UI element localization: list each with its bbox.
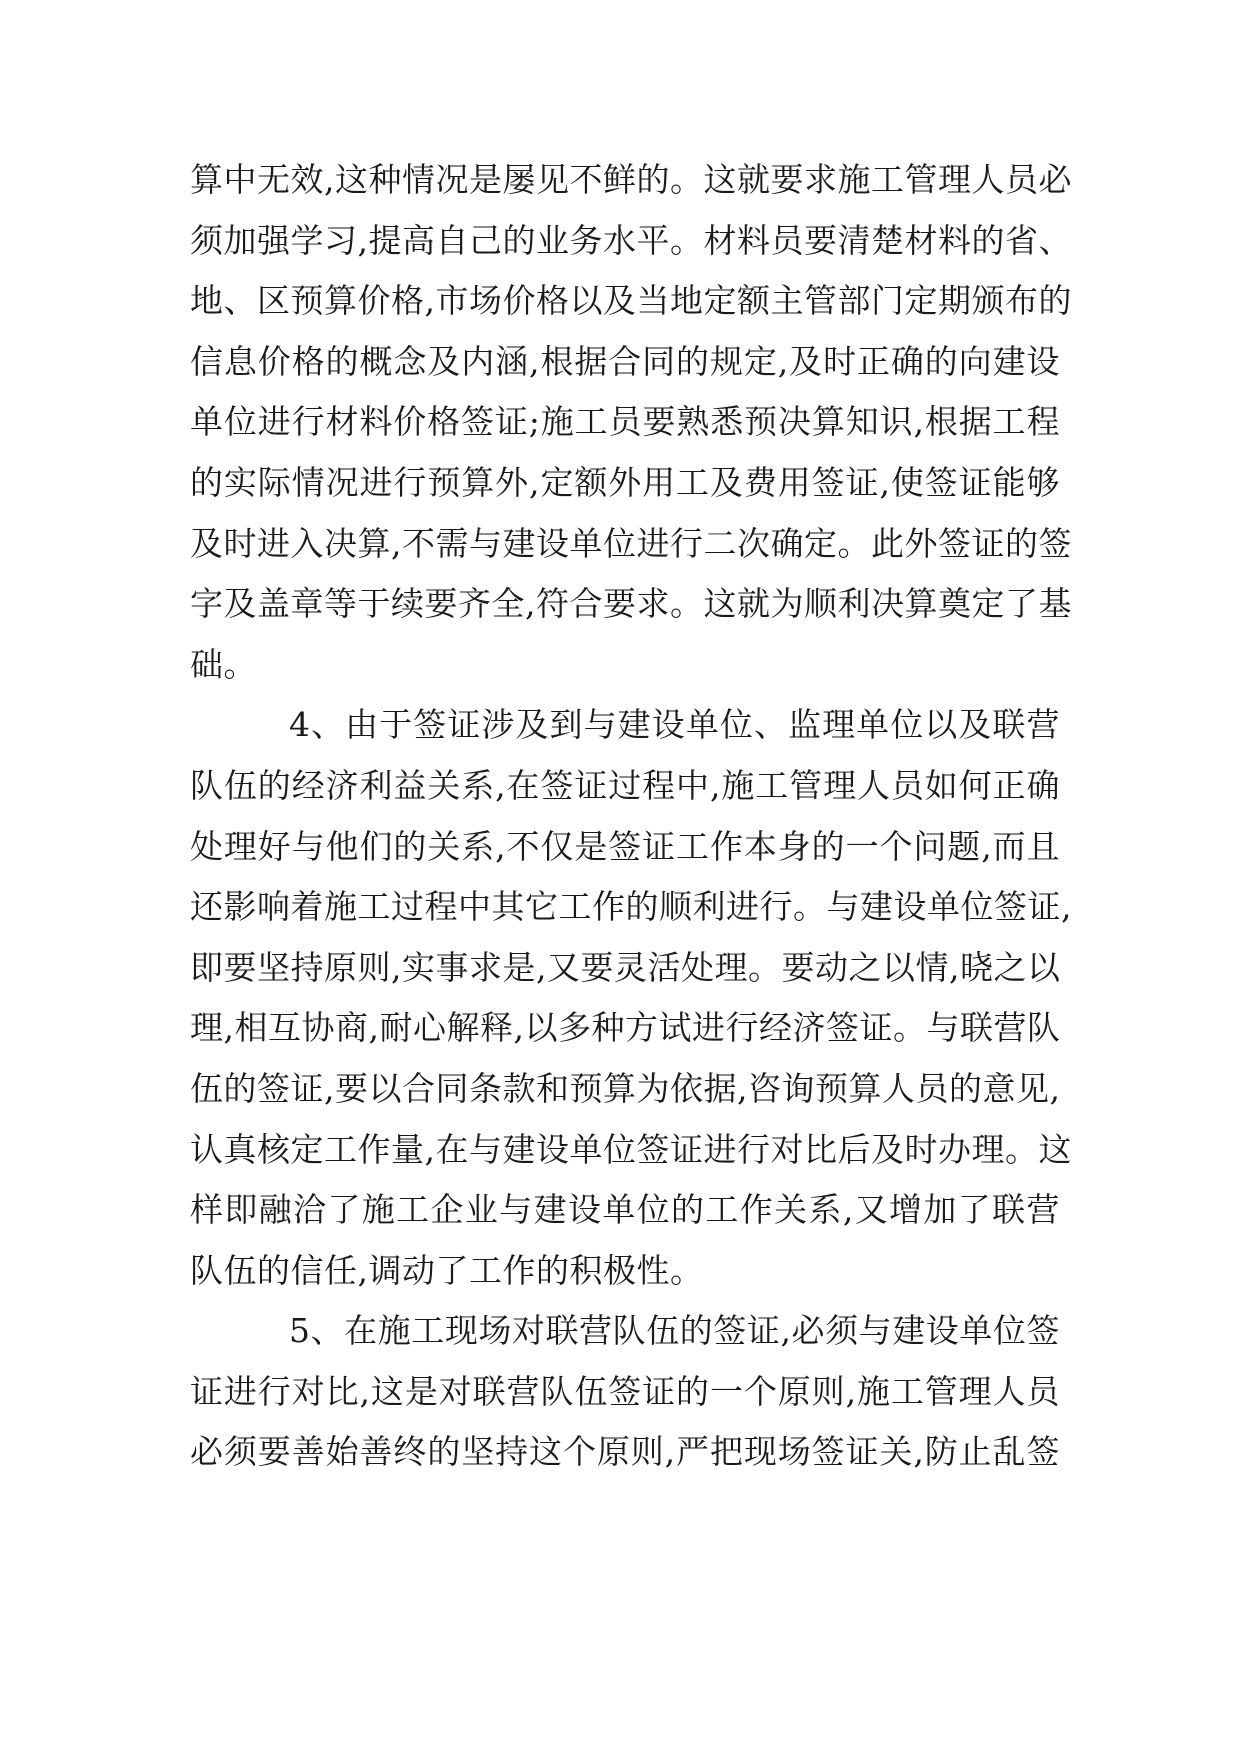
text-line: 算中无效,这种情况是屡见不鲜的。这就要求施工管理人员必 xyxy=(190,160,1072,199)
text-line: 及时进入决算,不需与建设单位进行二次确定。此外签证的签 xyxy=(190,523,1072,563)
body-text xyxy=(190,150,1072,1483)
text-line: 信息价格的概念及内涵,根据合同的规定,及时正确的向建设 xyxy=(190,341,1060,381)
text-line: 须加强学习,提高自己的业务水平。材料员要清楚材料的省、 xyxy=(190,220,1072,260)
text-line: 单位进行材料价格签证;施工员要熟悉预决算知识,根据工程 xyxy=(190,402,1060,442)
text-line: 处理好与他们的关系,不仅是签证工作本身的一个问题,而且 xyxy=(190,826,1060,866)
text-line: 认真核定工作量,在与建设单位签证进行对比后及时办理。这 xyxy=(190,1129,1072,1169)
text-line: 理,相互协商,耐心解释,以多种方试进行经济签证。与联营队 xyxy=(190,1008,1061,1048)
text-line: 字及盖章等于续要齐全,符合要求。这就为顺利决算奠定了基 xyxy=(190,584,1072,624)
text-line: 必须要善始善终的坚持这个原则,严把现场签证关,防止乱签 xyxy=(190,1432,1060,1472)
text-line: 证进行对比,这是对联营队伍签证的一个原则,施工管理人员 xyxy=(190,1371,1060,1411)
text-line: 地、区预算价格,市场价格以及当地定额主管部门定期颁布的 xyxy=(190,281,1072,321)
text-line: 4、由于签证涉及到与建设单位、监理单位以及联营 xyxy=(289,705,1060,745)
text-line: 础。 xyxy=(190,644,257,684)
text-line: 即要坚持原则,实事求是,又要灵活处理。要动之以情,晓之以 xyxy=(190,947,1061,987)
text-line: 5、在施工现场对联营队伍的签证,必须与建设单位签 xyxy=(289,1311,1060,1351)
text-line: 的实际情况进行预算外,定额外用工及费用签证,使签证能够 xyxy=(190,462,1060,502)
text-line: 队伍的经济利益关系,在签证过程中,施工管理人员如何正确 xyxy=(190,765,1060,805)
text-line: 伍的签证,要以合同条款和预算为依据,咨询预算人员的意见, xyxy=(190,1068,1061,1108)
text-line: 样即融洽了施工企业与建设单位的工作关系,又增加了联营 xyxy=(190,1190,1060,1230)
text-line: 还影响着施工过程中其它工作的顺利进行。与建设单位签证, xyxy=(190,887,1072,927)
text-line: 队伍的信任,调动了工作的积极性。 xyxy=(190,1250,704,1290)
